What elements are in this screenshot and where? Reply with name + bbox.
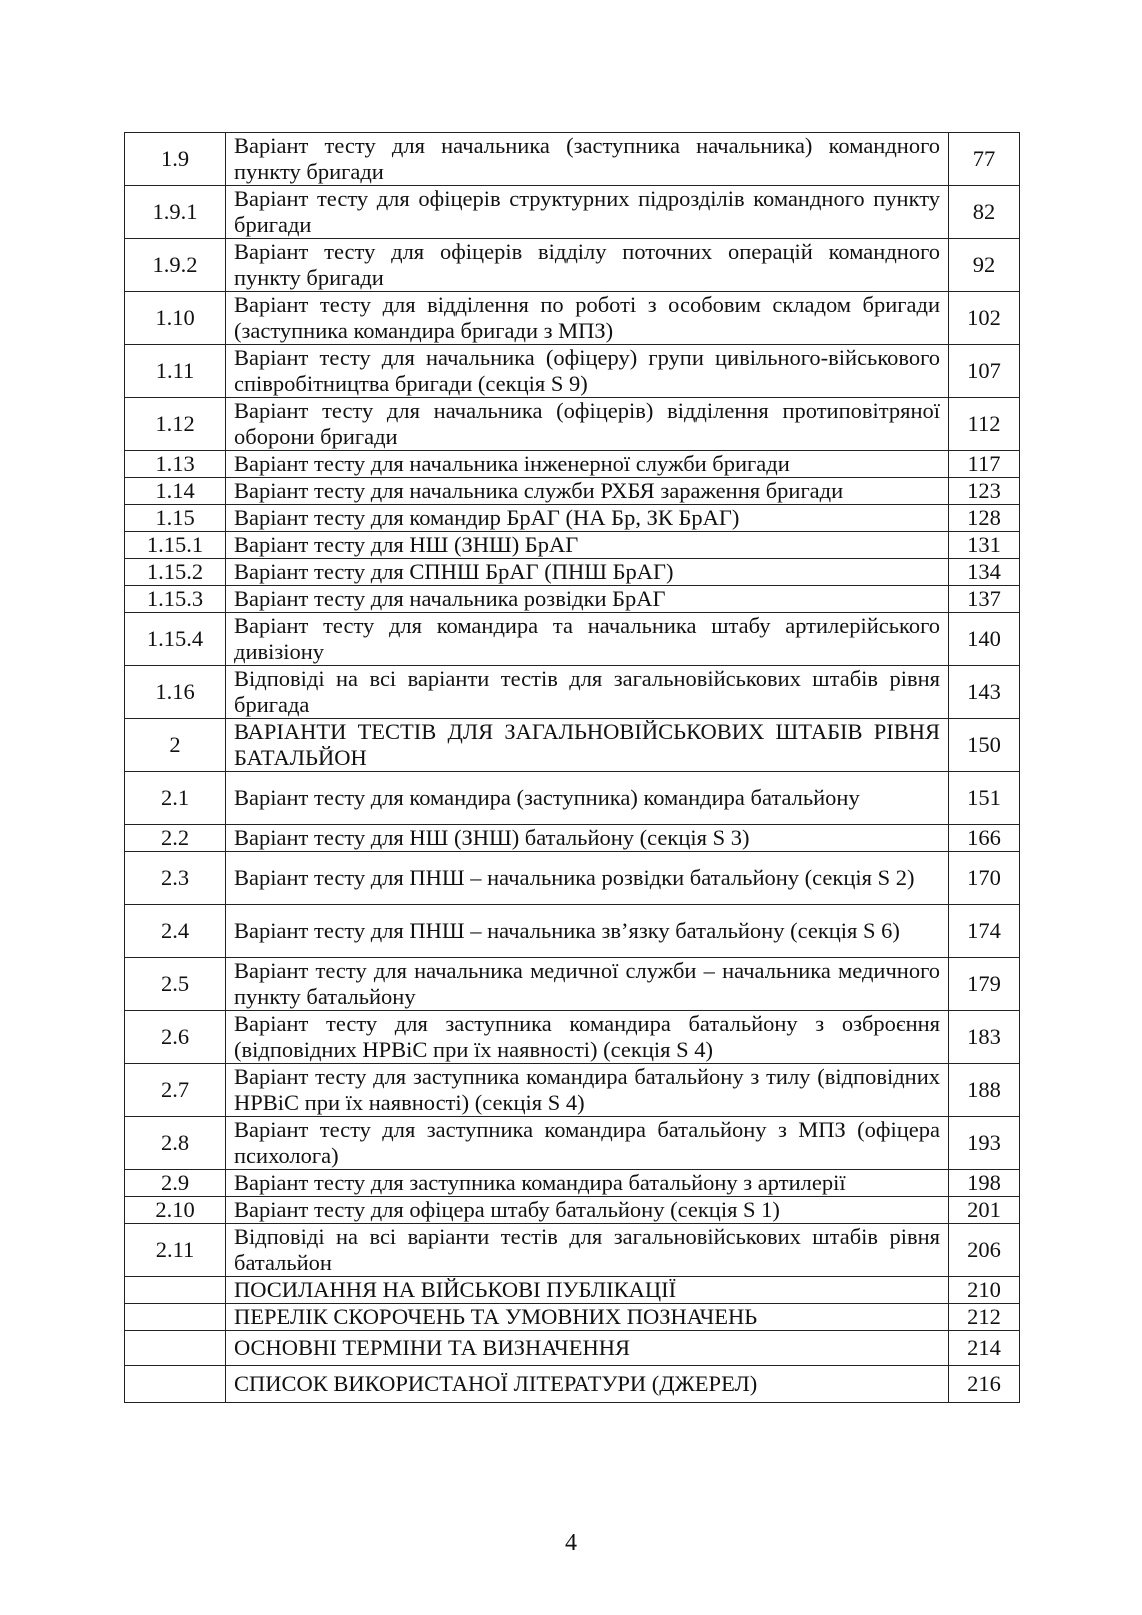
toc-row: [125, 1197, 1020, 1224]
toc-row-number: 2.2: [125, 825, 226, 852]
toc-row-page: 128: [949, 505, 1020, 532]
toc-row-title: Варіант тесту для командир БрАГ (НА Бр, ЗК БрАГ): [226, 505, 949, 532]
toc-row-title: Відповіді на всі варіанти тестів для загальновійськових штабів рівня батальйон: [226, 1224, 949, 1277]
toc-row: [125, 505, 1020, 532]
toc-row-title: Варіант тесту для офіцера штабу батальйону (секція S 1): [226, 1197, 949, 1224]
toc-row-page: 174: [949, 905, 1020, 958]
toc-row-number: [125, 1304, 226, 1331]
toc-row: [125, 186, 1020, 239]
toc-row: [125, 772, 1020, 825]
toc-row: [125, 1170, 1020, 1197]
toc-row: [125, 1117, 1020, 1170]
toc-row-page: 123: [949, 478, 1020, 505]
toc-row-page: 92: [949, 239, 1020, 292]
toc-row-title: ВАРІАНТИ ТЕСТІВ ДЛЯ ЗАГАЛЬНОВІЙСЬКОВИХ ШТАБІВ РІВНЯ БАТАЛЬЙОН: [226, 719, 949, 772]
toc-row-title: Варіант тесту для начальника (офіцерів) відділення протиповітряної оборони бригади: [226, 398, 949, 451]
toc-row-page: 131: [949, 532, 1020, 559]
toc-row-page: 198: [949, 1170, 1020, 1197]
toc-row-number: 1.12: [125, 398, 226, 451]
toc-row-title: Варіант тесту для заступника командира батальйону з МПЗ (офіцера психолога): [226, 1117, 949, 1170]
toc-row-page: 151: [949, 772, 1020, 825]
toc-row: [125, 613, 1020, 666]
toc-row-number: 2.3: [125, 852, 226, 905]
toc-row: [125, 586, 1020, 613]
toc-row: [125, 958, 1020, 1011]
toc-row-title: Варіант тесту для відділення по роботі з особовим складом бригади (заступника командира бригади з МПЗ): [226, 292, 949, 345]
toc-row-title: СПИСОК ВИКОРИСТАНОЇ ЛІТЕРАТУРИ (ДЖЕРЕЛ): [226, 1366, 949, 1403]
toc-row-title: Варіант тесту для начальника (заступника начальника) командного пункту бригади: [226, 133, 949, 186]
toc-row-number: 2: [125, 719, 226, 772]
toc-row-page: 117: [949, 451, 1020, 478]
toc-row-title: Варіант тесту для командира та начальника штабу артилерійського дивізіону: [226, 613, 949, 666]
toc-row: [125, 292, 1020, 345]
toc-row-number: 1.15.3: [125, 586, 226, 613]
toc-row-page: 140: [949, 613, 1020, 666]
toc-row: [125, 825, 1020, 852]
toc-row-page: 112: [949, 398, 1020, 451]
toc-row-title: ОСНОВНІ ТЕРМІНИ ТА ВИЗНАЧЕННЯ: [226, 1331, 949, 1366]
toc-row: [125, 1064, 1020, 1117]
toc-row: [125, 1277, 1020, 1304]
toc-row-number: 1.15: [125, 505, 226, 532]
toc-row-page: 201: [949, 1197, 1020, 1224]
toc-row-title: Варіант тесту для командира (заступника) командира батальйону: [226, 772, 949, 825]
toc-row: [125, 666, 1020, 719]
toc-row: [125, 345, 1020, 398]
toc-row-page: 179: [949, 958, 1020, 1011]
toc-row-number: 2.10: [125, 1197, 226, 1224]
toc-row-number: 1.9: [125, 133, 226, 186]
toc-row: [125, 852, 1020, 905]
toc-row-number: 1.15.1: [125, 532, 226, 559]
toc-row: [125, 478, 1020, 505]
toc-row-title: Варіант тесту для начальника (офіцеру) групи цивільного-військового співробітництва бригади (секція S 9): [226, 345, 949, 398]
toc-row-number: 2.6: [125, 1011, 226, 1064]
toc-row: [125, 1011, 1020, 1064]
page-number: 4: [565, 1530, 577, 1556]
toc-row-page: 210: [949, 1277, 1020, 1304]
toc-row-number: 2.5: [125, 958, 226, 1011]
toc-row: [125, 719, 1020, 772]
toc-row-number: [125, 1277, 226, 1304]
toc-row-title: Відповіді на всі варіанти тестів для загальновійськових штабів рівня бригада: [226, 666, 949, 719]
toc-row-page: 107: [949, 345, 1020, 398]
toc-row-number: 1.16: [125, 666, 226, 719]
toc-row: [125, 133, 1020, 186]
toc-row-title: Варіант тесту для начальника медичної служби – начальника медичного пункту батальйону: [226, 958, 949, 1011]
toc-row-title: Варіант тесту для офіцерів структурних підрозділів командного пункту бригади: [226, 186, 949, 239]
toc-row-page: 188: [949, 1064, 1020, 1117]
toc-row-page: 134: [949, 559, 1020, 586]
toc-row: [125, 451, 1020, 478]
toc-row-title: Варіант тесту для СПНШ БрАГ (ПНШ БрАГ): [226, 559, 949, 586]
toc-row-title: Варіант тесту для ПНШ – начальника зв’язку батальйону (секція S 6): [226, 905, 949, 958]
toc-row: [125, 1331, 1020, 1366]
toc-row: [125, 1224, 1020, 1277]
toc-row-title: ПЕРЕЛІК СКОРОЧЕНЬ ТА УМОВНИХ ПОЗНАЧЕНЬ: [226, 1304, 949, 1331]
toc-row-page: 212: [949, 1304, 1020, 1331]
toc-row-number: 1.13: [125, 451, 226, 478]
toc-row: [125, 1304, 1020, 1331]
toc-row-page: 77: [949, 133, 1020, 186]
toc-row-title: Варіант тесту для НШ (ЗНШ) батальйону (секція S 3): [226, 825, 949, 852]
toc-row-title: Варіант тесту для офіцерів відділу поточних операцій командного пункту бригади: [226, 239, 949, 292]
toc-row-title: ПОСИЛАННЯ НА ВІЙСЬКОВІ ПУБЛІКАЦІЇ: [226, 1277, 949, 1304]
toc-row-title: Варіант тесту для заступника командира батальйону з артилерії: [226, 1170, 949, 1197]
toc-table: [124, 132, 1020, 1403]
toc-row-page: 137: [949, 586, 1020, 613]
toc-row: [125, 532, 1020, 559]
toc-row-title: Варіант тесту для начальника служби РХБЯ зараження бригади: [226, 478, 949, 505]
toc-row-page: 150: [949, 719, 1020, 772]
toc-row-title: Варіант тесту для заступника командира батальйону з тилу (відповідних НРВіС при їх наявності) (секція S 4): [226, 1064, 949, 1117]
toc-row: [125, 1366, 1020, 1403]
toc-row-number: 1.15.4: [125, 613, 226, 666]
toc-row-number: [125, 1366, 226, 1403]
toc-row: [125, 559, 1020, 586]
toc-row-page: 143: [949, 666, 1020, 719]
toc-row-page: 82: [949, 186, 1020, 239]
toc-row: [125, 398, 1020, 451]
toc-row-page: 216: [949, 1366, 1020, 1403]
toc-row: [125, 905, 1020, 958]
toc-row-page: 214: [949, 1331, 1020, 1366]
toc-row-page: 166: [949, 825, 1020, 852]
toc-row-number: 1.10: [125, 292, 226, 345]
toc-row-title: Варіант тесту для ПНШ – начальника розвідки батальйону (секція S 2): [226, 852, 949, 905]
toc-row-number: 1.9.2: [125, 239, 226, 292]
toc-row: [125, 239, 1020, 292]
toc-row-number: 2.7: [125, 1064, 226, 1117]
toc-row-title: Варіант тесту для начальника розвідки БрАГ: [226, 586, 949, 613]
toc-row-number: 2.1: [125, 772, 226, 825]
toc-row-number: 2.4: [125, 905, 226, 958]
toc-row-page: 170: [949, 852, 1020, 905]
toc-row-number: 1.9.1: [125, 186, 226, 239]
toc-row-title: Варіант тесту для заступника командира батальйону з озброєння (відповідних НРВіС при їх наявності) (секція S 4): [226, 1011, 949, 1064]
toc-row-number: 1.14: [125, 478, 226, 505]
toc-row-number: [125, 1331, 226, 1366]
toc-row-title: Варіант тесту для НШ (ЗНШ) БрАГ: [226, 532, 949, 559]
toc-row-title: Варіант тесту для начальника інженерної служби бригади: [226, 451, 949, 478]
toc-row-number: 1.15.2: [125, 559, 226, 586]
toc-row-page: 206: [949, 1224, 1020, 1277]
toc-row-number: 2.11: [125, 1224, 226, 1277]
toc-row-page: 102: [949, 292, 1020, 345]
toc-row-page: 193: [949, 1117, 1020, 1170]
toc-row-number: 2.9: [125, 1170, 226, 1197]
toc-row-number: 2.8: [125, 1117, 226, 1170]
toc-row-number: 1.11: [125, 345, 226, 398]
toc-row-page: 183: [949, 1011, 1020, 1064]
